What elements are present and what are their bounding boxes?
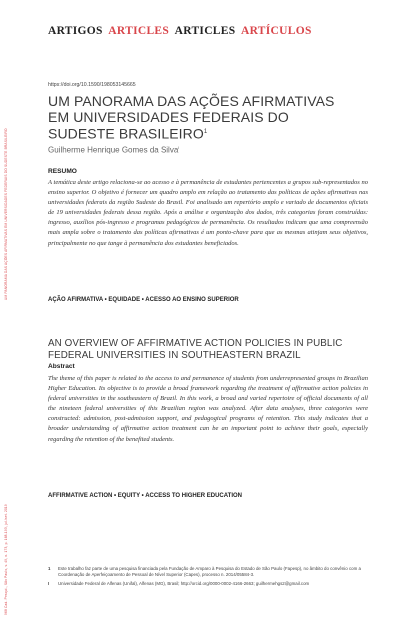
footnotes — [48, 566, 368, 590]
header-label-articulos: ARTÍCULOS — [240, 25, 312, 37]
article-title-pt — [48, 94, 368, 142]
abstract-heading: Abstract — [48, 363, 75, 370]
title-pt-line-3-text: SUDESTE BRASILEIRO — [48, 125, 204, 142]
title-footnote-mark[interactable]: 1 — [203, 129, 208, 135]
footnote-text: Este trabalho faz parte de uma pesquisa financiada pela Fundação de Amparo à Pesquisa do Estado de São Paulo (Fapesp), no âmbito do convênio com a Coordenação de Aperfeiçoamento de Pessoal de Nível Superior (Capes), processo n. 2014/05584-3. — [58, 566, 361, 577]
footnote-item — [48, 581, 368, 587]
header-label-artigos: ARTIGOS — [48, 25, 103, 37]
resumo-keywords: AÇÃO AFIRMATIVA • EQUIDADE • ACESSO AO ENSINO SUPERIOR — [48, 297, 239, 303]
resumo-text: A temática deste artigo relaciona-se ao acesso e à permanência de estudantes pertencentes a grupos sub-representados no ensino superior. O objetivo é fornecer um quadro amplo em relação ao tratamento das políticas de ações afirmativas nas universidades federais da região Sudeste do Brasil. Foi analisado um repertório amplo e variado de documentos oficiais de 19 universidades federais dessa região. Após a análise e organização dos dados, três categorias foram construídas: ingresso, auxílios pós-ingresso e programas pedagógicos de permanência. Os resultados indicam que uma compreensão mais ampla sobre o tratamento das políticas afirmativas é um ponto-chave para que as mesmas atinjam seus objetivos, principalmente no que tange à permanência dos estudantes beneficiados. — [48, 179, 368, 247]
footnote-mark: 1 — [48, 566, 51, 571]
article-title-en — [48, 338, 378, 361]
sidebar-citation: 968 Cad. Pesqui., São Paulo, v. 49, n. 173, p. 168-193, jul./set. 2019 — [4, 504, 8, 615]
footnote-item — [48, 566, 368, 578]
resumo-heading: RESUMO — [48, 168, 77, 175]
header-label-articles-fr: ARTICLES — [174, 25, 236, 37]
footnote-text: Universidade Federal de Alfenas (Unifal), Alfenas (MG), Brasil; http://orcid.org/0000-0002-4166-2663; guilhermehgs2@gmail.com — [58, 581, 310, 586]
header-label-articles-en: ARTICLES — [108, 25, 170, 37]
title-pt-line-2: EM UNIVERSIDADES FEDERAIS DO — [48, 108, 289, 125]
abstract-keywords: AFFIRMATIVE ACTION • EQUITY • ACCESS TO HIGHER EDUCATION — [48, 493, 242, 499]
title-en-line-2: FEDERAL UNIVERSITIES IN SOUTHEASTERN BRAZIL — [48, 349, 301, 361]
title-pt-line-3 — [48, 125, 368, 142]
sidebar-running-title: UM PANORAMA DAS AÇÕES AFIRMATIVAS EM UNIVERSIDADES FEDERAIS DO SUDESTE BRASILEIRO — [4, 128, 8, 300]
author-affiliation-mark[interactable]: I — [178, 145, 180, 150]
title-en-line-1: AN OVERVIEW OF AFFIRMATIVE ACTION POLICIES IN PUBLIC — [48, 338, 343, 349]
author-name-text: Guilherme Henrique Gomes da Silva — [48, 145, 179, 155]
title-pt-line-1: UM PANORAMA DAS AÇÕES AFIRMATIVAS — [48, 93, 335, 109]
section-header — [48, 25, 315, 37]
author-name — [48, 145, 179, 155]
footnote-mark: I — [48, 581, 50, 586]
doi-link[interactable]: https://doi.org/10.1590/198053145665 — [48, 82, 136, 88]
abstract-text: The theme of this paper is related to the access to and permanence of students from underrepresented groups in Brazilian Higher Education. Its objective is to provide a broad framework regarding the treatment of affirmative action policies in federal universities in the southeastern of Brazil. In this work, a broad and varied repertoire of official documents of all the nineteen federal universities of this Brazilian region was analyzed. After data analyses, three categories were constructed: admission, post-admission support, and pedagogical programs of retention. This study indicates that a broader understanding of affirmative action treatment can be an important point to achieve their goals, especially regarding the retention of the benefited students. — [48, 375, 368, 443]
